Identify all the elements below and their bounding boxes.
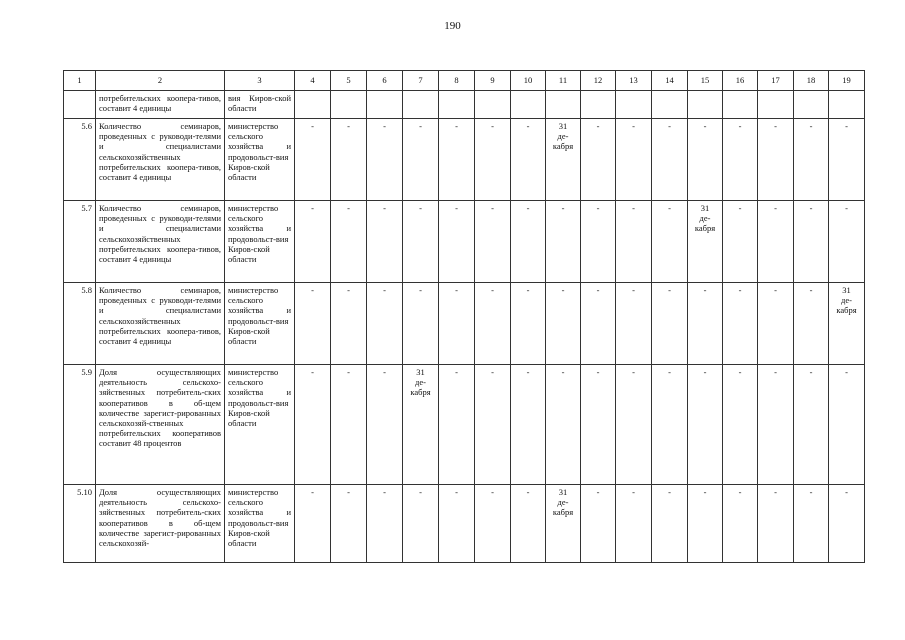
schedule-cell-col-7: -	[403, 485, 439, 563]
schedule-cell-col-14: -	[652, 283, 688, 365]
schedule-cell-col-10: -	[511, 485, 546, 563]
schedule-cell-col-18	[794, 91, 829, 119]
table-row	[64, 365, 865, 485]
column-header-8: 8	[439, 71, 475, 91]
schedule-cell-col-16: -	[723, 201, 758, 283]
schedule-cell-col-15: -	[688, 365, 723, 485]
row-number	[64, 91, 96, 119]
responsible-organization: министерство сельского хозяйства и продовольст-вия Киров-ской области	[225, 365, 295, 485]
schedule-cell-col-15: -	[688, 485, 723, 563]
table-row	[64, 485, 865, 563]
schedule-cell-col-12: -	[581, 365, 616, 485]
schedule-cell-col-16	[723, 91, 758, 119]
schedule-cell-col-9: -	[475, 365, 511, 485]
schedule-cell-col-18: -	[794, 119, 829, 201]
indicator-description: Количество семинаров, проведенных с руководи-телями и специалистами сельскохозяйственных потребительских коопера-тивов, составит 4 единицы	[96, 119, 225, 201]
schedule-cell-col-8: -	[439, 485, 475, 563]
schedule-cell-col-9	[475, 91, 511, 119]
schedule-cell-col-8: -	[439, 283, 475, 365]
responsible-organization: министерство сельского хозяйства и продовольст-вия Киров-ской области	[225, 283, 295, 365]
schedule-cell-col-18: -	[794, 485, 829, 563]
schedule-cell-col-14: -	[652, 485, 688, 563]
schedule-cell-col-19: -	[829, 485, 865, 563]
schedule-cell-col-19: 31 де- кабря	[829, 283, 865, 365]
indicator-description: Количество семинаров, проведенных с руководи-телями и специалистами сельскохозяйственных потребительских коопера-тивов, составит 4 единицы	[96, 283, 225, 365]
schedule-cell-col-4: -	[295, 201, 331, 283]
table-body	[64, 91, 865, 563]
schedule-cell-col-13	[616, 91, 652, 119]
schedule-cell-col-8: -	[439, 119, 475, 201]
column-header-3: 3	[225, 71, 295, 91]
schedule-cell-col-5: -	[331, 365, 367, 485]
schedule-cell-col-9: -	[475, 485, 511, 563]
schedule-cell-col-17: -	[758, 365, 794, 485]
schedule-cell-col-10	[511, 91, 546, 119]
schedule-cell-col-9: -	[475, 283, 511, 365]
table-row	[64, 201, 865, 283]
schedule-cell-col-5	[331, 91, 367, 119]
schedule-cell-col-6: -	[367, 485, 403, 563]
schedule-cell-col-6: -	[367, 365, 403, 485]
column-header-6: 6	[367, 71, 403, 91]
schedule-cell-col-15: -	[688, 119, 723, 201]
schedule-cell-col-7: 31 де- кабря	[403, 365, 439, 485]
row-number: 5.10	[64, 485, 96, 563]
schedule-cell-col-11: 31 де- кабря	[546, 119, 581, 201]
schedule-cell-col-15: -	[688, 283, 723, 365]
schedule-cell-col-13: -	[616, 119, 652, 201]
schedule-cell-col-7	[403, 91, 439, 119]
schedule-cell-col-14: -	[652, 365, 688, 485]
schedule-cell-col-19: -	[829, 201, 865, 283]
responsible-organization: министерство сельского хозяйства и продовольст-вия Киров-ской области	[225, 119, 295, 201]
schedule-cell-col-7: -	[403, 283, 439, 365]
schedule-cell-col-11: 31 де- кабря	[546, 485, 581, 563]
schedule-cell-col-10: -	[511, 365, 546, 485]
schedule-cell-col-9: -	[475, 119, 511, 201]
schedule-cell-col-18: -	[794, 283, 829, 365]
column-header-13: 13	[616, 71, 652, 91]
schedule-cell-col-18: -	[794, 201, 829, 283]
schedule-cell-col-9: -	[475, 201, 511, 283]
column-header-11: 11	[546, 71, 581, 91]
schedule-cell-col-13: -	[616, 283, 652, 365]
responsible-organization: вия Киров-ской области	[225, 91, 295, 119]
schedule-cell-col-14	[652, 91, 688, 119]
schedule-cell-col-11	[546, 91, 581, 119]
responsible-organization: министерство сельского хозяйства и продовольст-вия Киров-ской области	[225, 485, 295, 563]
schedule-cell-col-19: -	[829, 119, 865, 201]
schedule-cell-col-12: -	[581, 485, 616, 563]
schedule-cell-col-5: -	[331, 201, 367, 283]
schedule-cell-col-8: -	[439, 201, 475, 283]
schedule-cell-col-11: -	[546, 201, 581, 283]
schedule-cell-col-14: -	[652, 119, 688, 201]
schedule-cell-col-12	[581, 91, 616, 119]
column-header-14: 14	[652, 71, 688, 91]
indicator-description: потребительских коопера-тивов, составит 4 единицы	[96, 91, 225, 119]
schedule-cell-col-13: -	[616, 365, 652, 485]
column-header-15: 15	[688, 71, 723, 91]
schedule-cell-col-12: -	[581, 119, 616, 201]
row-number: 5.8	[64, 283, 96, 365]
schedule-cell-col-10: -	[511, 283, 546, 365]
table-row	[64, 119, 865, 201]
column-header-7: 7	[403, 71, 439, 91]
schedule-cell-col-12: -	[581, 283, 616, 365]
indicator-description: Доля осуществляющих деятельность сельскохо-зяйственных потребитель-ских кооперативов в об-щем количестве зарегист-рированных сельскохозяй-ственных потребительских кооперативов составит 48 процентов	[96, 365, 225, 485]
schedule-cell-col-14: -	[652, 201, 688, 283]
schedule-cell-col-13: -	[616, 201, 652, 283]
schedule-cell-col-17: -	[758, 283, 794, 365]
indicator-description: Доля осуществляющих деятельность сельскохо-зяйственных потребитель-ских кооперативов в об-щем количестве зарегист-рированных сельскохозяй-	[96, 485, 225, 563]
column-header-17: 17	[758, 71, 794, 91]
schedule-cell-col-5: -	[331, 119, 367, 201]
schedule-cell-col-19: -	[829, 365, 865, 485]
schedule-cell-col-5: -	[331, 485, 367, 563]
column-header-19: 19	[829, 71, 865, 91]
column-header-18: 18	[794, 71, 829, 91]
schedule-cell-col-13: -	[616, 485, 652, 563]
table-row	[64, 91, 865, 119]
schedule-cell-col-17	[758, 91, 794, 119]
responsible-organization: министерство сельского хозяйства и продовольст-вия Киров-ской области	[225, 201, 295, 283]
schedule-table	[63, 70, 865, 563]
schedule-cell-col-5: -	[331, 283, 367, 365]
schedule-cell-col-6	[367, 91, 403, 119]
column-header-2: 2	[96, 71, 225, 91]
schedule-cell-col-17: -	[758, 485, 794, 563]
row-number: 5.7	[64, 201, 96, 283]
schedule-cell-col-11: -	[546, 365, 581, 485]
page-number: 190	[444, 20, 461, 32]
schedule-cell-col-4: -	[295, 485, 331, 563]
schedule-cell-col-16: -	[723, 365, 758, 485]
schedule-cell-col-17: -	[758, 201, 794, 283]
indicator-description: Количество семинаров, проведенных с руководи-телями и специалистами сельскохозяйственных потребительских коопера-тивов, составит 4 единицы	[96, 201, 225, 283]
schedule-cell-col-16: -	[723, 119, 758, 201]
column-header-12: 12	[581, 71, 616, 91]
schedule-cell-col-17: -	[758, 119, 794, 201]
schedule-cell-col-8	[439, 91, 475, 119]
schedule-cell-col-4: -	[295, 119, 331, 201]
schedule-cell-col-8: -	[439, 365, 475, 485]
table-row	[64, 283, 865, 365]
schedule-cell-col-6: -	[367, 283, 403, 365]
column-header-16: 16	[723, 71, 758, 91]
schedule-cell-col-4: -	[295, 365, 331, 485]
schedule-cell-col-4	[295, 91, 331, 119]
schedule-cell-col-12: -	[581, 201, 616, 283]
schedule-cell-col-10: -	[511, 119, 546, 201]
schedule-cell-col-16: -	[723, 485, 758, 563]
row-number: 5.6	[64, 119, 96, 201]
schedule-cell-col-7: -	[403, 201, 439, 283]
schedule-cell-col-6: -	[367, 201, 403, 283]
schedule-cell-col-10: -	[511, 201, 546, 283]
column-header-5: 5	[331, 71, 367, 91]
column-header-4: 4	[295, 71, 331, 91]
schedule-cell-col-18: -	[794, 365, 829, 485]
schedule-cell-col-6: -	[367, 119, 403, 201]
schedule-cell-col-16: -	[723, 283, 758, 365]
schedule-cell-col-15	[688, 91, 723, 119]
column-header-10: 10	[511, 71, 546, 91]
schedule-cell-col-4: -	[295, 283, 331, 365]
column-header-1: 1	[64, 71, 96, 91]
schedule-cell-col-11: -	[546, 283, 581, 365]
schedule-cell-col-15: 31 де- кабря	[688, 201, 723, 283]
column-header-9: 9	[475, 71, 511, 91]
column-header-row	[64, 71, 865, 91]
row-number: 5.9	[64, 365, 96, 485]
schedule-cell-col-19	[829, 91, 865, 119]
schedule-cell-col-7: -	[403, 119, 439, 201]
